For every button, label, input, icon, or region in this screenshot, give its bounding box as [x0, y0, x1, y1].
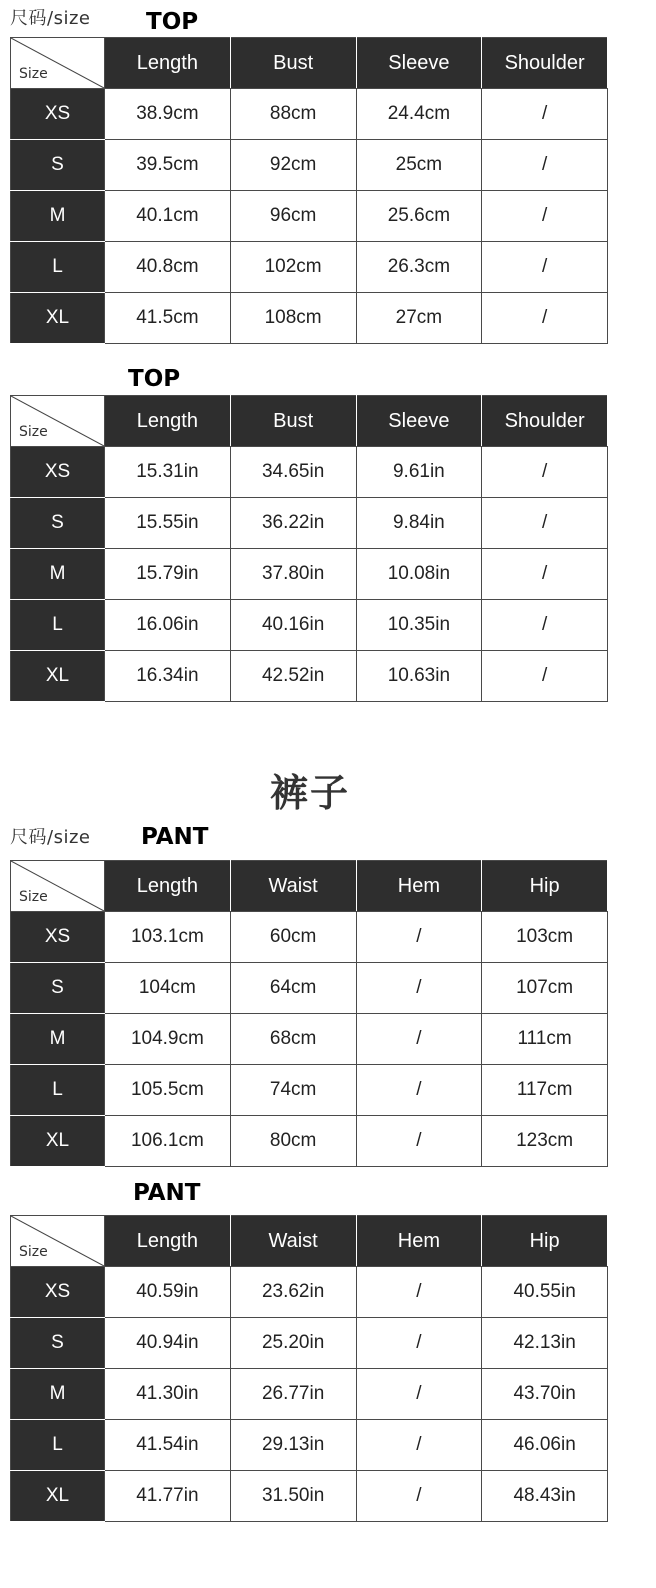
table-header-row — [11, 861, 608, 912]
table-cell: 26.77in — [230, 1369, 356, 1420]
pant-size-table-in — [10, 1215, 608, 1522]
row-size-label: M — [11, 1369, 105, 1420]
size-label-pants: 尺码/size — [10, 827, 91, 848]
table-cell: 60cm — [230, 912, 356, 963]
row-size-label: S — [11, 140, 105, 191]
table-cell: 40.94in — [105, 1318, 231, 1369]
table-cell: 40.59in — [105, 1267, 231, 1318]
table-row — [11, 963, 608, 1014]
table-cell: 96cm — [230, 191, 356, 242]
table-cell: 106.1cm — [105, 1116, 231, 1167]
table-row — [11, 242, 608, 293]
table-cell: 41.77in — [105, 1471, 231, 1522]
table-cell: 24.4cm — [356, 89, 482, 140]
table-cell: 104cm — [105, 963, 231, 1014]
table-cell: 48.43in — [482, 1471, 608, 1522]
top-size-table-in — [10, 395, 608, 702]
table-cell: / — [482, 191, 608, 242]
row-size-label: XL — [11, 293, 105, 344]
table-cell: / — [356, 1369, 482, 1420]
table-cell: / — [482, 293, 608, 344]
row-size-label: L — [11, 1420, 105, 1471]
row-size-label: XL — [11, 651, 105, 702]
table-cell: 42.13in — [482, 1318, 608, 1369]
row-size-label: L — [11, 242, 105, 293]
corner-cell — [11, 396, 105, 447]
table-cell: / — [482, 447, 608, 498]
table-row — [11, 600, 608, 651]
table-row — [11, 549, 608, 600]
table-cell: 64cm — [230, 963, 356, 1014]
table-cell: 123cm — [482, 1116, 608, 1167]
table-cell: 25.20in — [230, 1318, 356, 1369]
table-cell: 25.6cm — [356, 191, 482, 242]
table-cell: 111cm — [482, 1014, 608, 1065]
table-cell: 88cm — [230, 89, 356, 140]
table-cell: 104.9cm — [105, 1014, 231, 1065]
column-header: Sleeve — [356, 38, 482, 89]
table-cell: 40.16in — [230, 600, 356, 651]
corner-cell — [11, 861, 105, 912]
table-cell: 41.5cm — [105, 293, 231, 344]
table-cell: 43.70in — [482, 1369, 608, 1420]
table-cell: 31.50in — [230, 1471, 356, 1522]
table-cell: 42.52in — [230, 651, 356, 702]
table-cell: 103.1cm — [105, 912, 231, 963]
table-cell: 103cm — [482, 912, 608, 963]
row-size-label: M — [11, 549, 105, 600]
table-cell: 15.55in — [105, 498, 231, 549]
column-header: Bust — [230, 396, 356, 447]
table-row — [11, 447, 608, 498]
table-cell: 108cm — [230, 293, 356, 344]
table-row — [11, 498, 608, 549]
table-row — [11, 1471, 608, 1522]
table-cell: 107cm — [482, 963, 608, 1014]
table-row — [11, 651, 608, 702]
table-cell: 39.5cm — [105, 140, 231, 191]
table-row — [11, 1318, 608, 1369]
table-cell: 41.54in — [105, 1420, 231, 1471]
table-row — [11, 140, 608, 191]
table-cell: 16.34in — [105, 651, 231, 702]
table-cell: 36.22in — [230, 498, 356, 549]
table-cell: / — [482, 651, 608, 702]
table-cell: 41.30in — [105, 1369, 231, 1420]
row-size-label: L — [11, 600, 105, 651]
table-cell: / — [356, 1471, 482, 1522]
table-row — [11, 1065, 608, 1116]
corner-cell — [11, 38, 105, 89]
table-cell: 80cm — [230, 1116, 356, 1167]
table-cell: 9.84in — [356, 498, 482, 549]
table-cell: / — [482, 140, 608, 191]
table-cell: 10.35in — [356, 600, 482, 651]
column-header: Length — [105, 396, 231, 447]
size-label-top: 尺码/size — [10, 8, 91, 29]
table-title-top-cm: TOP — [146, 9, 199, 35]
column-header: Length — [105, 861, 231, 912]
table-header-row — [11, 1216, 608, 1267]
row-size-label: M — [11, 1014, 105, 1065]
table-cell: 37.80in — [230, 549, 356, 600]
table-row — [11, 1116, 608, 1167]
row-size-label: S — [11, 1318, 105, 1369]
row-size-label: XS — [11, 1267, 105, 1318]
table-cell: / — [356, 1014, 482, 1065]
table-row — [11, 293, 608, 344]
corner-size-label: Size — [19, 1244, 48, 1260]
table-cell: / — [482, 242, 608, 293]
column-header: Waist — [230, 861, 356, 912]
row-size-label: M — [11, 191, 105, 242]
column-header: Hip — [482, 861, 608, 912]
row-size-label: XS — [11, 912, 105, 963]
table-row — [11, 89, 608, 140]
table-cell: 38.9cm — [105, 89, 231, 140]
table-header-row — [11, 396, 608, 447]
table-cell: / — [482, 549, 608, 600]
table-cell: 10.08in — [356, 549, 482, 600]
row-size-label: S — [11, 498, 105, 549]
table-cell: 9.61in — [356, 447, 482, 498]
table-cell: 15.31in — [105, 447, 231, 498]
column-header: Waist — [230, 1216, 356, 1267]
table-title-pant-in: PANT — [133, 1180, 201, 1206]
table-cell: 25cm — [356, 140, 482, 191]
pant-size-table-cm — [10, 860, 608, 1167]
table-cell: 26.3cm — [356, 242, 482, 293]
table-cell: / — [356, 1420, 482, 1471]
table-cell: / — [356, 1116, 482, 1167]
table-row — [11, 912, 608, 963]
table-cell: 46.06in — [482, 1420, 608, 1471]
pants-section-heading: 裤子 — [269, 771, 350, 815]
table-title-top-in: TOP — [128, 366, 181, 392]
column-header: Hem — [356, 861, 482, 912]
column-header: Hip — [482, 1216, 608, 1267]
table-cell: 23.62in — [230, 1267, 356, 1318]
row-size-label: XL — [11, 1116, 105, 1167]
table-row — [11, 1420, 608, 1471]
table-cell: 105.5cm — [105, 1065, 231, 1116]
table-cell: 27cm — [356, 293, 482, 344]
column-header: Shoulder — [482, 38, 608, 89]
table-cell: / — [482, 600, 608, 651]
row-size-label: XS — [11, 447, 105, 498]
row-size-label: S — [11, 963, 105, 1014]
row-size-label: XL — [11, 1471, 105, 1522]
table-cell: 16.06in — [105, 600, 231, 651]
table-cell: 68cm — [230, 1014, 356, 1065]
top-size-table-cm — [10, 37, 608, 344]
table-cell: 92cm — [230, 140, 356, 191]
table-cell: 117cm — [482, 1065, 608, 1116]
corner-size-label: Size — [19, 66, 48, 82]
column-header: Bust — [230, 38, 356, 89]
row-size-label: XS — [11, 89, 105, 140]
table-cell: / — [356, 912, 482, 963]
row-size-label: L — [11, 1065, 105, 1116]
table-cell: 10.63in — [356, 651, 482, 702]
corner-cell — [11, 1216, 105, 1267]
table-row — [11, 1267, 608, 1318]
table-cell: / — [356, 963, 482, 1014]
table-row — [11, 1014, 608, 1065]
table-title-pant-cm: PANT — [141, 824, 209, 850]
table-cell: / — [356, 1267, 482, 1318]
corner-size-label: Size — [19, 889, 48, 905]
column-header: Shoulder — [482, 396, 608, 447]
table-cell: 29.13in — [230, 1420, 356, 1471]
table-cell: 40.8cm — [105, 242, 231, 293]
column-header: Hem — [356, 1216, 482, 1267]
table-cell: / — [482, 498, 608, 549]
table-cell: / — [356, 1065, 482, 1116]
table-cell: / — [356, 1318, 482, 1369]
table-cell: 74cm — [230, 1065, 356, 1116]
table-row — [11, 191, 608, 242]
column-header: Length — [105, 38, 231, 89]
table-cell: 102cm — [230, 242, 356, 293]
table-row — [11, 1369, 608, 1420]
table-cell: / — [482, 89, 608, 140]
column-header: Length — [105, 1216, 231, 1267]
corner-size-label: Size — [19, 424, 48, 440]
table-cell: 40.55in — [482, 1267, 608, 1318]
table-cell: 40.1cm — [105, 191, 231, 242]
column-header: Sleeve — [356, 396, 482, 447]
table-header-row — [11, 38, 608, 89]
table-cell: 15.79in — [105, 549, 231, 600]
table-cell: 34.65in — [230, 447, 356, 498]
